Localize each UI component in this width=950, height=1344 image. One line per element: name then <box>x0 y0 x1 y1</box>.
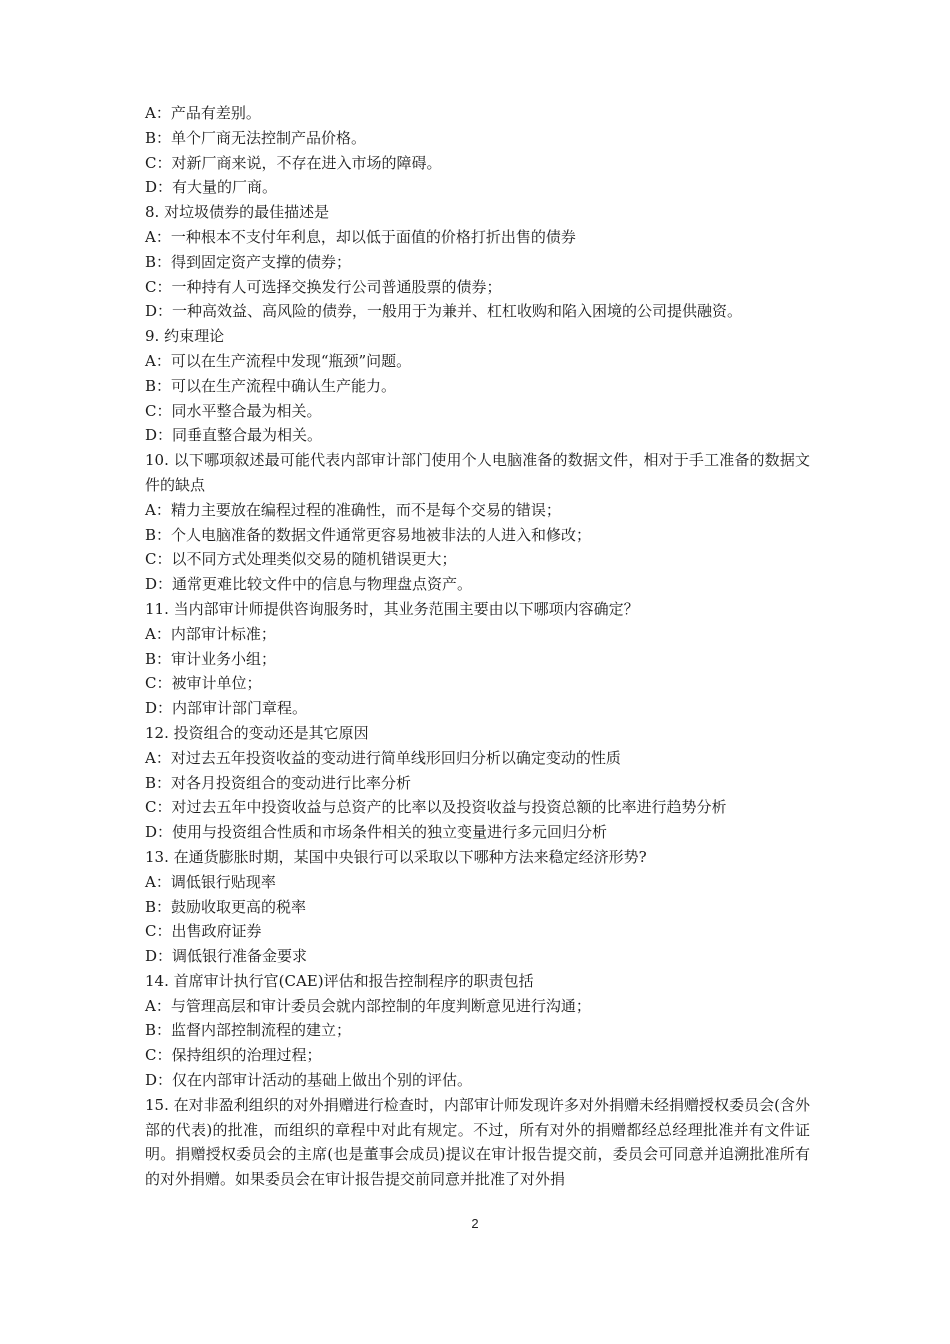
option-c-line: C：以不同方式处理类似交易的随机错误更大； <box>145 550 457 569</box>
option-b-line: B：对各月投资组合的变动进行比率分析 <box>145 773 412 792</box>
option-b-line: B：得到固定资产支撑的债券； <box>145 252 352 271</box>
option-a-line: A：产品有差别。 <box>145 104 261 122</box>
option-a-line: A：内部审计标准； <box>145 624 276 643</box>
option-c-line: C：保持组织的治理过程； <box>145 1046 322 1065</box>
option-d-line: D：通常更难比较文件中的信息与物理盘点资产。 <box>145 575 473 594</box>
option-b-line: B：单个厂商无法控制产品价格。 <box>145 128 367 147</box>
option-d-line: D：使用与投资组合性质和市场条件相关的独立变量进行多元回归分析 <box>145 823 608 842</box>
option-b-line: B：审计业务小组； <box>145 649 277 668</box>
option-a-line: A：精力主要放在编程过程的准确性，而不是每个交易的错误； <box>145 500 561 519</box>
option-a-line: A：调低银行贴现率 <box>145 872 276 891</box>
option-c-line: C：被审计单位； <box>145 674 262 693</box>
option-a-line: A：与管理高层和审计委员会就内部控制的年度判断意见进行沟通； <box>145 996 591 1015</box>
question-15: 15. 在对非盈利组织的对外捐赠进行检查时，内部审计师发现许多对外捐赠未经捐赠授权委员会(含外部的代表)的批准，而组织的章程中对此有规定。不过，所有对外的捐赠都经总经理批准并有文件证明。捐赠授权委员会的主席(也是董事会成员)提议在审计报告提交前，委员会可同意并追溯批准所有的对外捐赠。如果委员会在审计报告提交前同意并批准了对外捐 <box>145 1095 810 1189</box>
option-b-line: B：鼓励收取更高的税率 <box>145 897 307 916</box>
option-a-line: A：一种根本不支付年利息，却以低于面值的价格打折出售的债券 <box>145 227 576 246</box>
option-b-line: B：个人电脑准备的数据文件通常更容易地被非法的人进入和修改； <box>145 525 592 544</box>
question-8: 8. 对垃圾债券的最佳描述是 <box>145 203 330 222</box>
page-number: 2 <box>471 1216 479 1231</box>
question-11: 11. 当内部审计师提供咨询服务时，其业务范围主要由以下哪项内容确定？ <box>145 599 639 618</box>
option-d-line: D：有大量的厂商。 <box>145 178 278 197</box>
question-9: 9. 约束理论 <box>145 327 225 346</box>
question-10: 10. 以下哪项叙述最可能代表内部审计部门使用个人电脑准备的数据文件，相对于手工准备的数据文件的缺点 <box>145 451 810 494</box>
question-13: 13. 在通货膨胀时期，某国中央银行可以采取以下哪种方法来稳定经济形势? <box>145 847 647 866</box>
option-d-line: D：一种高效益、高风险的债券，一般用于为兼并、杠杠收购和陷入困境的公司提供融资。 <box>145 302 743 321</box>
question-14: 14. 首席审计执行官(CAE)评估和报告控制程序的职责包括 <box>145 971 534 990</box>
option-d-line: D：仅在内部审计活动的基础上做出个别的评估。 <box>145 1071 473 1090</box>
document-body <box>145 101 810 1192</box>
option-c-line: C：一种持有人可选择交换发行公司普通股票的债券； <box>145 277 502 296</box>
option-c-line: C：出售政府证券 <box>145 922 262 941</box>
option-d-line: D：同垂直整合最为相关。 <box>145 426 323 445</box>
option-d-line: D：调低银行准备金要求 <box>145 947 308 966</box>
option-b-line: B：可以在生产流程中确认生产能力。 <box>145 376 397 395</box>
option-d-line: D：内部审计部门章程。 <box>145 699 308 718</box>
option-c-line: C：同水平整合最为相关。 <box>145 401 322 420</box>
option-c-line: C：对新厂商来说，不存在进入市场的障碍。 <box>145 153 442 172</box>
option-c-line: C：对过去五年中投资收益与总资产的比率以及投资收益与投资总额的比率进行趋势分析 <box>145 798 727 817</box>
option-a-line: A：可以在生产流程中发现“瓶颈”问题。 <box>145 351 412 370</box>
option-a-line: A：对过去五年投资收益的变动进行简单线形回归分析以确定变动的性质 <box>145 748 621 767</box>
option-b-line: B：监督内部控制流程的建立； <box>145 1021 352 1040</box>
question-12: 12. 投资组合的变动还是其它原因 <box>145 723 369 742</box>
